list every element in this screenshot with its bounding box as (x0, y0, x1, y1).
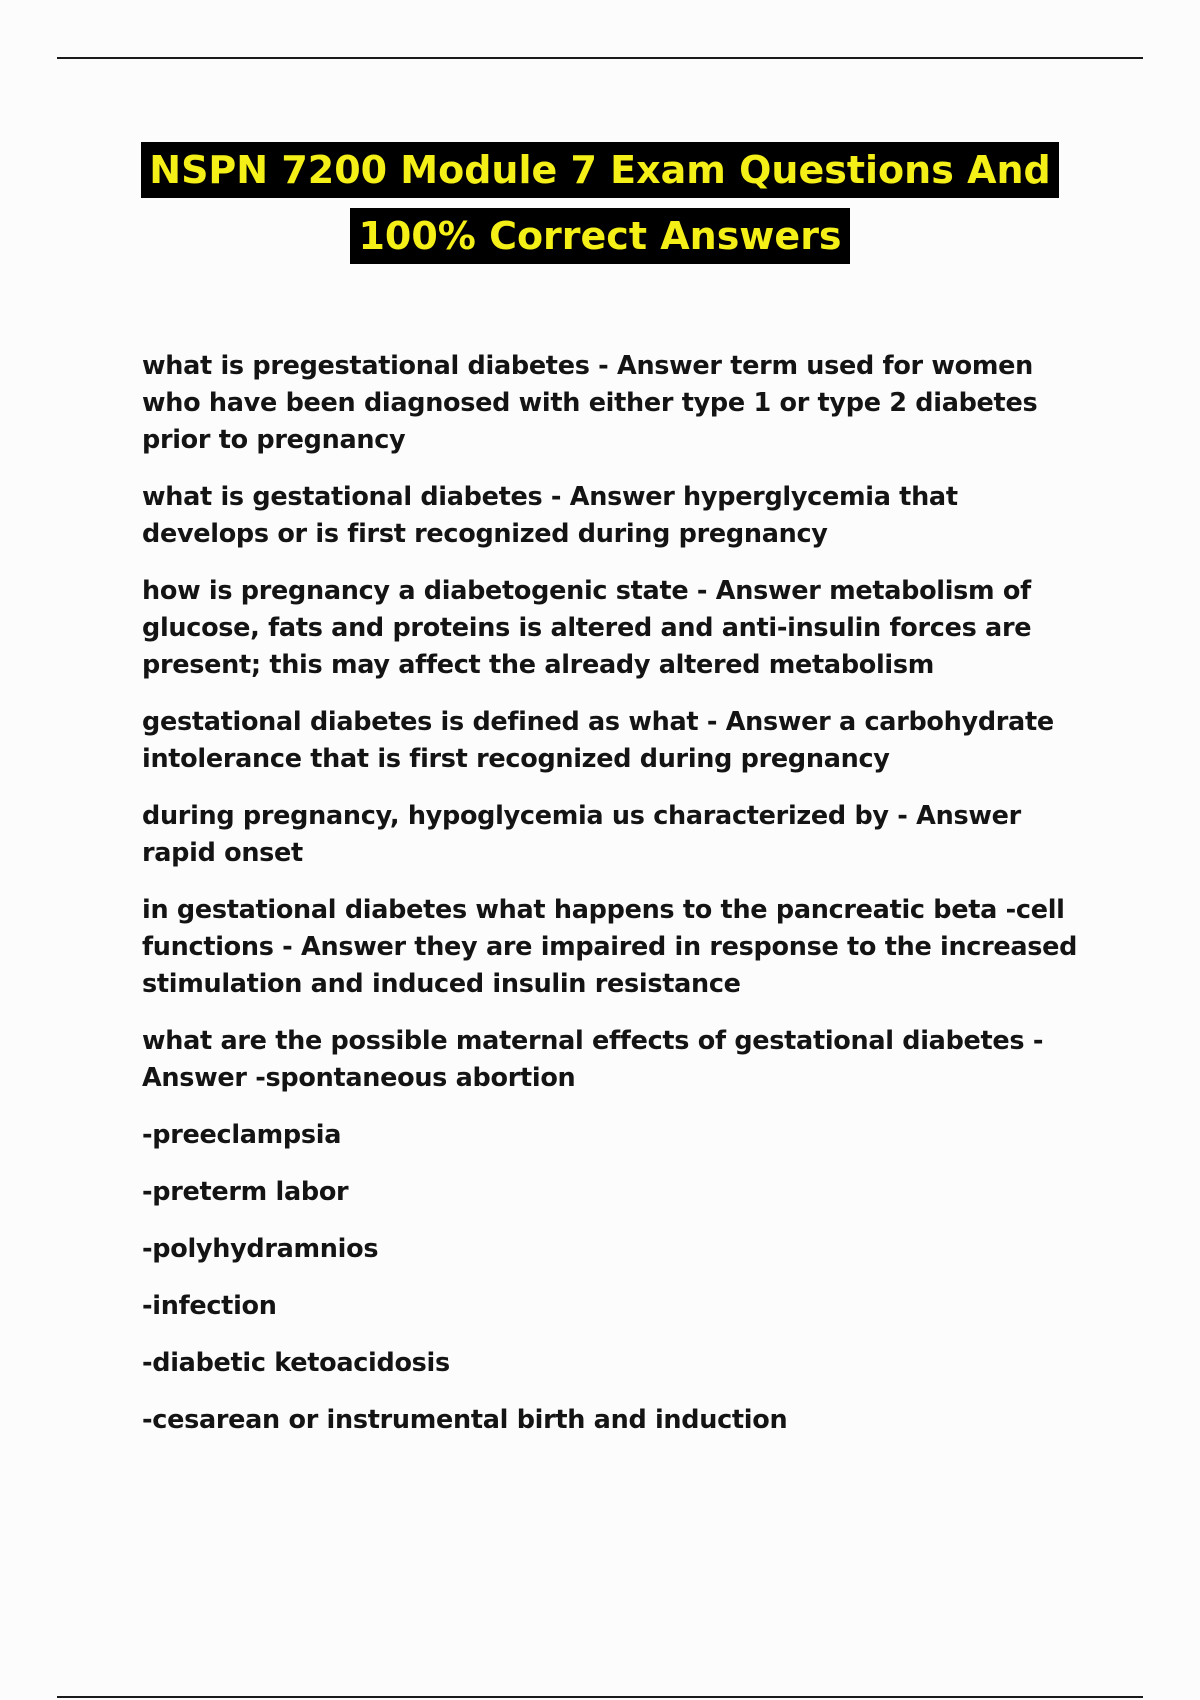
qa-bullet: -diabetic ketoacidosis (142, 1348, 450, 1378)
qa-item: what is pregestational diabetes - Answer term used for women who have been diagnosed with either type 1 or type 2 diabetes prior to pregnancy (142, 351, 1038, 455)
qa-bullet: -cesarean or instrumental birth and induction (142, 1405, 788, 1435)
qa-bullet: -preterm labor (142, 1177, 349, 1207)
qa-bullet: -infection (142, 1291, 277, 1321)
qa-list (142, 348, 1087, 1459)
bottom-rule (57, 1696, 1143, 1698)
qa-item: during pregnancy, hypoglycemia us characterized by - Answer rapid onset (142, 801, 1021, 868)
title-line-1: NSPN 7200 Module 7 Exam Questions And (141, 142, 1058, 198)
qa-bullet: -polyhydramnios (142, 1234, 379, 1264)
title-line-2: 100% Correct Answers (350, 208, 849, 264)
qa-item: how is pregnancy a diabetogenic state - Answer metabolism of glucose, fats and proteins is altered and anti-insulin forces are present; this may affect the already altered metabolism (142, 576, 1032, 680)
qa-item: what is gestational diabetes - Answer hyperglycemia that develops or is first recognized during pregnancy (142, 482, 958, 549)
qa-item: in gestational diabetes what happens to the pancreatic beta -cell functions - Answer they are impaired in response to the increased stimulation and induced insulin resistance (142, 895, 1078, 999)
qa-bullet: -preeclampsia (142, 1120, 342, 1150)
document-title (0, 142, 1200, 274)
top-rule (57, 57, 1143, 59)
qa-item: gestational diabetes is defined as what - Answer a carbohydrate intolerance that is first recognized during pregnancy (142, 707, 1054, 774)
qa-item: what are the possible maternal effects of gestational diabetes - Answer -spontaneous abortion (142, 1026, 1044, 1093)
